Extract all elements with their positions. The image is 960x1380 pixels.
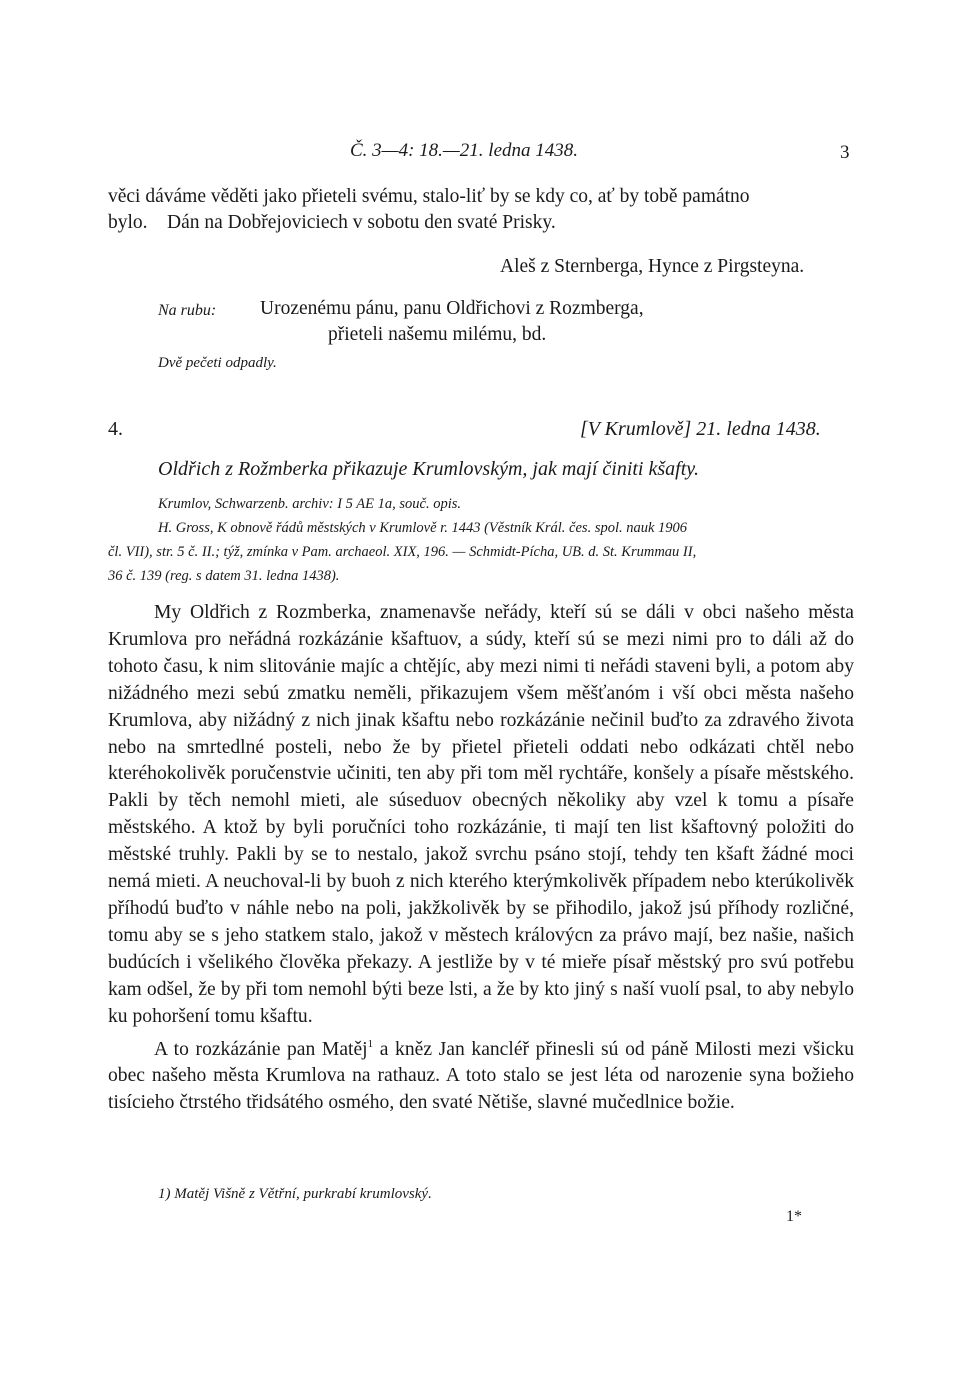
literature-note: H. Gross, K obnově řádů městských v Krumlově r. 1443 (Věstník Král. čes. spol. nauk 1906 [158,520,688,536]
address-line: Urozenému pánu, panu Oldřichovi z Rozmberga, [260,298,644,319]
literature-note: čl. VII), str. 5 č. II.; týž, zmínka v Pam. archaeol. XIX, 196. — Schmidt-Pícha, UB. d. St. Krummau II, [108,544,697,560]
document-date: [V Krumlově] 21. ledna 1438. [580,418,821,440]
document-number: 4. [108,418,123,440]
paragraph-text: A to rozkázánie pan Matěj [154,1038,368,1060]
archive-note: Krumlov, Schwarzenb. archiv: I 5 AE 1a, souč. opis. [158,496,461,512]
doc3-signatories: Aleš z Sternberga, Hynce z Pirgsteyna. [500,256,805,277]
literature-note: 36 č. 139 (reg. s datem 31. ledna 1438). [108,568,340,584]
seals-note: Dvě pečeti odpadly. [158,355,277,371]
address-line: přieteli našemu milému, bd. [328,324,547,345]
document-body [108,600,854,1117]
footnote-ref: 1 [367,1037,374,1050]
paragraph-text: a kněz Jan kancléř přinesli sú od páně Milosti mezi všicku obec našeho města Krumlova na rathauz. A toto stalo se jest léta od narozenie syna božieho tisícieho čtrstého třidsátého osmého, den svaté Nětiše, slavné mučedlnice božie. [108,1038,854,1114]
document-regest: Oldřich z Rožmberka přikazuje Krumlovským, jak mají činiti kšafty. [158,458,700,480]
running-title: Č. 3—4: 18.—21. ledna 1438. [350,140,578,161]
address-label: Na rubu: [158,302,217,319]
doc3-text-line: bylo. Dán na Dobřejoviciech v sobotu den svaté Prisky. [108,212,556,233]
sheet-signature: 1* [786,1208,802,1225]
doc3-text-line: věci dáváme věděti jako přieteli svému, stalo-liť by se kdy co, ať by tobě památno [108,186,750,207]
page-number: 3 [840,142,850,163]
body-paragraph [108,1031,854,1118]
footnote: 1) Matěj Višně z Větřní, purkrabí krumlovský. [158,1186,432,1202]
body-paragraph: My Oldřich z Rozmberka, znamenavše neřády, kteří sú se dáli v obci našeho města Krumlova pro neřádná rozkázánie kšaftuov, a súdy, kteří sú se mezi nimi pro to dáli až do tohoto času, k nim slitovánie majíc a chtějíc, aby mezi nimi ti neřádi staveni byli, a potom aby nižádného mezi sebú zmatku neměli, přikazujem všem měšťanóm i vší obci města našeho Krumlova, aby nižádný z nich jinak kšaftu nebo rozkázánie nečinil buďto za zdravého života nebo na smrtedlné posteli, nebo že by přietel přieteli oddati nebo odkázati chtěl nebo kteréhokolivěk poručenstvie učiniti, ten aby při tom měl rychtáře, konšely a písaře městského. Pakli by těch nemohl mieti, ale súseduov obecných několiky aby vzel k tomu a písaře městského. A ktož by byli poručníci toho rozkázánie, ti mají ten list kšaftovný položiti do městské truhly. Pakli by se to nestalo, jakož svrchu psáno stojí, tehdy ten kšaft žádné moci nemá mieti. A neuchoval-li by buoh z nich kterého kterýmkolivěk případem nebo kterúkolivěk příhodú buďto v náhle nebo na poli, jakžkolivěk by se přihodilo, jakož jsú příhody rozličné, tomu aby se s jeho statkem stalo, jakož v městech královýcn za právo mají, bez našie, našich budúcích i všelikého člověka překazy. A jestliže by v té mieře písař městský pro svú potřebu kam odšel, že by při tom nemohl býti beze lsti, a že by kto jiný s naší vuolí psal, to aby nebylo ku pohoršení tomu kšaftu. [108,602,854,1027]
